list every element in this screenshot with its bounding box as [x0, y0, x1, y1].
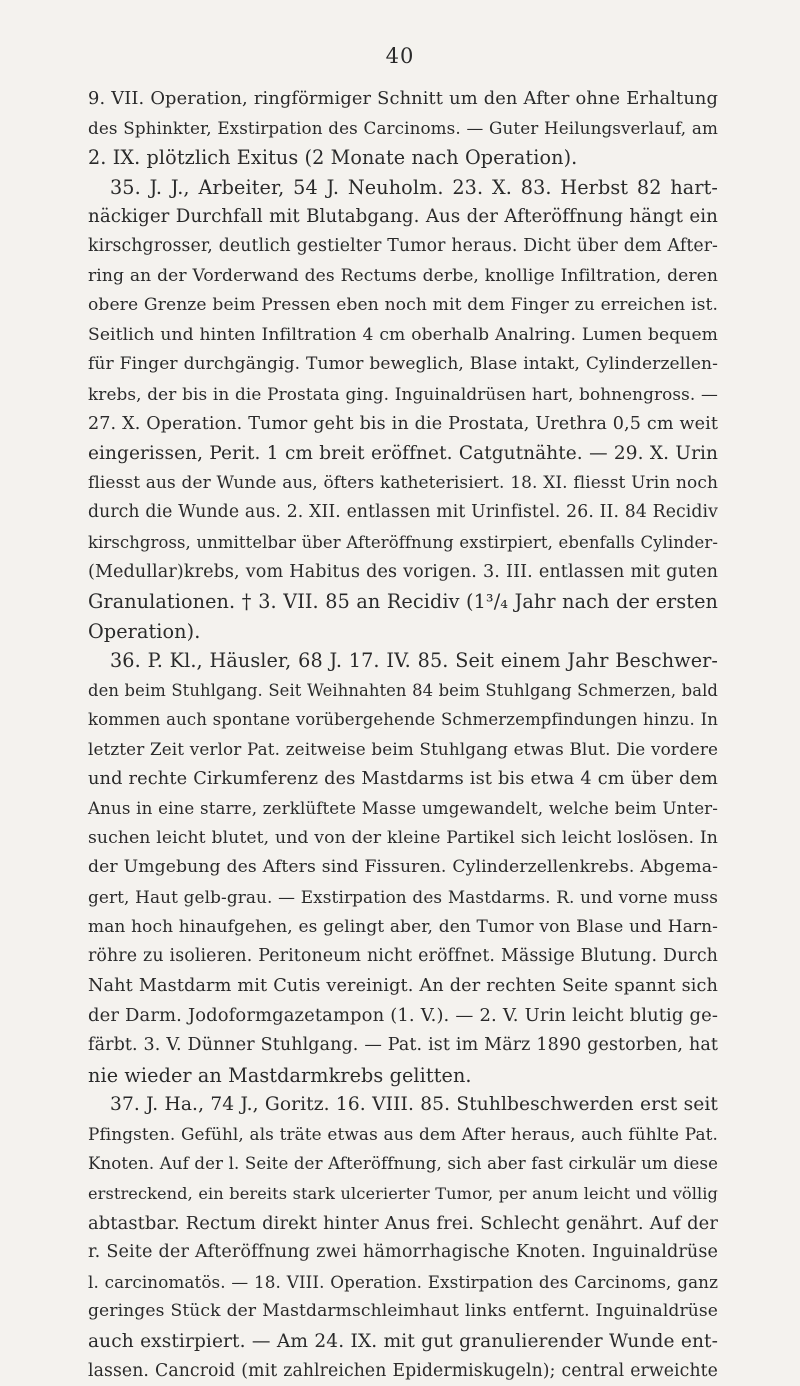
text-line: 2. IX. plötzlich Exitus (2 Monate nach Operation). — [88, 146, 578, 170]
body-text — [88, 84, 718, 1386]
text-line: näckiger Durchfall mit Blutabgang. Aus der Afteröffnung hängt ein — [88, 206, 718, 228]
text-line: Granulationen. † 3. VII. 85 an Recidiv (1³/₄ Jahr nach der ersten — [88, 590, 718, 614]
text-line: erstreckend, ein bereits stark ulcerierter Tumor, per anum leicht und völlig — [88, 1183, 718, 1203]
text-line: suchen leicht blutet, und von der kleine Partikel sich leicht loslösen. In — [88, 827, 718, 848]
text-line: 27. X. Operation. Tumor geht bis in die Prostata, Urethra 0,5 cm weit — [88, 413, 718, 434]
text-line: fliesst aus der Wunde aus, öfters katheterisiert. 18. XI. fliesst Urin noch — [88, 472, 718, 493]
text-line: Knoten. Auf der l. Seite der Afteröffnung, sich aber fast cirkulär um diese — [88, 1154, 718, 1174]
text-line: letzter Zeit verlor Pat. zeitweise beim Stuhlgang etwas Blut. Die vordere — [88, 739, 718, 760]
text-line: und rechte Cirkumferenz des Mastdarms ist bis etwa 4 cm über dem — [88, 768, 718, 789]
text-line: Seitlich und hinten Infiltration 4 cm oberhalb Analring. Lumen bequem — [88, 324, 718, 345]
text-line: eingerissen, Perit. 1 cm breit eröffnet. Catgutnähte. — 29. X. Urin — [88, 443, 718, 465]
text-line: obere Grenze beim Pressen eben noch mit dem Finger zu erreichen ist. — [88, 295, 718, 316]
text-line: kirschgross, unmittelbar über Afteröffnung exstirpiert, ebenfalls Cylinder- — [88, 532, 718, 552]
text-line: Naht Mastdarm mit Cutis vereinigt. An der rechten Seite spannt sich — [88, 975, 718, 996]
text-line: den beim Stuhlgang. Seit Weihnahten 84 beim Stuhlgang Schmerzen, bald — [88, 680, 718, 700]
text-line: der Umgebung des Afters sind Fissuren. Cylinderzellenkrebs. Abgema- — [88, 857, 718, 878]
text-line: kommen auch spontane vorübergehende Schmerzempfindungen hinzu. In — [88, 710, 718, 730]
text-line: röhre zu isolieren. Peritoneum nicht eröffnet. Mässige Blutung. Durch — [88, 946, 718, 967]
text-line: färbt. 3. V. Dünner Stuhlgang. — Pat. ist im März 1890 gestorben, hat — [88, 1035, 718, 1055]
text-line: 35. J. J., Arbeiter, 54 J. Neuholm. 23. X. 83. Herbst 82 hart- — [110, 175, 718, 199]
text-line: (Medullar)krebs, vom Habitus des vorigen. 3. III. entlassen mit guten — [88, 561, 718, 582]
text-line: ring an der Vorderwand des Rectums derbe, knollige Infiltration, deren — [88, 265, 718, 286]
text-line: für Finger durchgängig. Tumor beweglich, Blase intakt, Cylinderzellen- — [88, 354, 718, 375]
text-line: l. carcinomatös. — 18. VIII. Operation. Exstirpation des Carcinoms, ganz — [88, 1271, 718, 1292]
text-line: lassen. Cancroid (mit zahlreichen Epidermiskugeln); central erweichte — [88, 1360, 718, 1381]
text-line: kirschgrosser, deutlich gestielter Tumor heraus. Dicht über dem After- — [88, 235, 718, 256]
text-line: geringes Stück der Mastdarmschleimhaut links entfernt. Inguinaldrüse — [88, 1301, 718, 1322]
text-line: der Darm. Jodoformgazetampon (1. V.). — 2. V. Urin leicht blutig ge- — [88, 1005, 718, 1027]
text-line: Anus in eine starre, zerklüftete Masse umgewandelt, welche beim Unter- — [88, 799, 718, 819]
text-line: abtastbar. Rectum direkt hinter Anus frei. Schlecht genährt. Auf der — [88, 1212, 718, 1234]
text-line: man hoch hinaufgehen, es gelingt aber, den Tumor von Blase und Harn- — [88, 916, 718, 937]
text-line: nie wieder an Mastdarmkrebs gelitten. — [88, 1063, 472, 1087]
text-line: auch exstirpiert. — Am 24. IX. mit gut granulierender Wunde ent- — [88, 1330, 718, 1352]
text-line: 36. P. Kl., Häusler, 68 J. 17. IV. 85. Seit einem Jahr Beschwer- — [110, 649, 718, 673]
text-line: 9. VII. Operation, ringförmiger Schnitt um den After ohne Erhaltung — [88, 88, 718, 109]
text-line: Pfingsten. Gefühl, als träte etwas aus dem After heraus, auch fühlte Pat. — [88, 1123, 718, 1144]
page-number: 40 — [385, 44, 415, 68]
text-line: Operation). — [88, 619, 201, 643]
text-line: krebs, der bis in die Prostata ging. Inguinaldrüsen hart, bohnengross. — — [88, 383, 718, 404]
text-line: 37. J. Ha., 74 J., Goritz. 16. VIII. 85. Stuhlbeschwerden erst seit — [110, 1094, 718, 1116]
text-line: gert, Haut gelb-grau. — Exstirpation des Mastdarms. R. und vorne muss — [88, 887, 718, 908]
text-line: r. Seite der Afteröffnung zwei hämorrhagische Knoten. Inguinaldrüse — [88, 1242, 718, 1263]
text-line: des Sphinkter, Exstirpation des Carcinoms. — Guter Heilungsverlauf, am — [88, 117, 718, 138]
text-line: durch die Wunde aus. 2. XII. entlassen mit Urinfistel. 26. II. 84 Recidiv — [88, 502, 718, 523]
